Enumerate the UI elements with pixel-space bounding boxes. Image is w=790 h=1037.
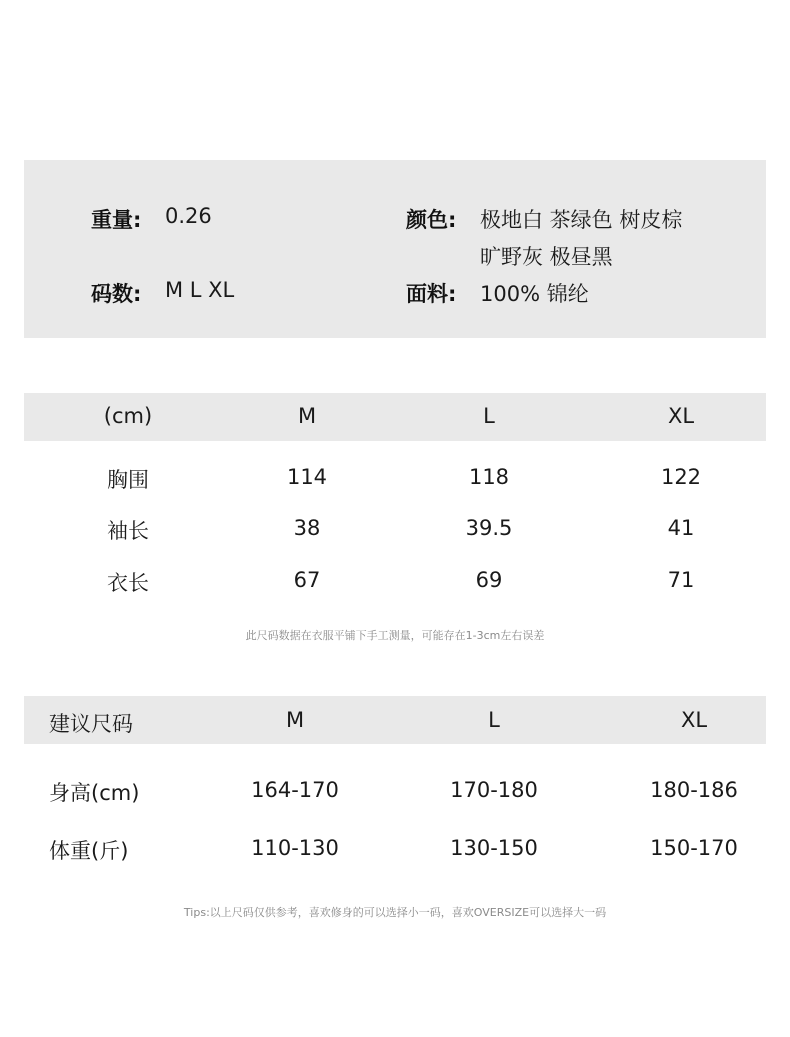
table-cell: 118	[468, 465, 510, 489]
table-cell: 67	[293, 568, 321, 592]
table-cell: 69	[475, 568, 503, 592]
table-cell: 130-150	[450, 836, 538, 860]
weight-value: 0.26	[165, 204, 212, 228]
measure-header-unit: (cm)	[103, 404, 153, 428]
table-cell: 71	[667, 568, 695, 592]
fabric-value: 100% 锦纶	[480, 282, 589, 306]
size-header-m: M	[285, 708, 305, 732]
size-value: M L XL	[165, 278, 235, 302]
table-cell: 150-170	[650, 836, 738, 860]
measure-header-l: L	[483, 404, 495, 428]
size-label: 码数:	[91, 282, 142, 306]
table-cell: 170-180	[450, 778, 538, 802]
table-cell: 114	[286, 465, 328, 489]
row-label-height: 身高(cm)	[49, 781, 140, 805]
table-cell: 110-130	[251, 836, 339, 860]
product-info-panel	[24, 160, 766, 338]
size-header-xl: XL	[680, 708, 708, 732]
table-cell: 38	[293, 516, 321, 540]
row-label-chest: 胸围	[107, 468, 149, 492]
size-table-header	[24, 696, 766, 744]
size-header-l: L	[488, 708, 500, 732]
row-label-weight: 体重(斤)	[49, 839, 129, 863]
measure-note: 此尺码数据在衣服平铺下手工测量，可能存在1-3cm左右误差	[245, 629, 545, 642]
row-label-sleeve: 袖长	[107, 519, 149, 543]
measure-header-m: M	[297, 404, 317, 428]
measure-header-xl: XL	[667, 404, 695, 428]
table-cell: 41	[667, 516, 695, 540]
table-cell: 180-186	[650, 778, 738, 802]
table-cell: 122	[660, 465, 702, 489]
weight-label: 重量:	[91, 208, 142, 232]
color-value-line2: 旷野灰 极昼黑	[480, 245, 613, 269]
table-cell: 39.5	[465, 516, 513, 540]
color-value-line1: 极地白 茶绿色 树皮棕	[480, 208, 683, 232]
row-label-length: 衣长	[107, 571, 149, 595]
color-label: 颜色:	[406, 208, 457, 232]
size-tips-note: Tips:以上尺码仅供参考，喜欢修身的可以选择小一码，喜欢OVERSIZE可以选择大一码	[183, 906, 607, 919]
size-header-label: 建议尺码	[49, 712, 133, 736]
table-cell: 164-170	[251, 778, 339, 802]
fabric-label: 面料:	[406, 282, 457, 306]
